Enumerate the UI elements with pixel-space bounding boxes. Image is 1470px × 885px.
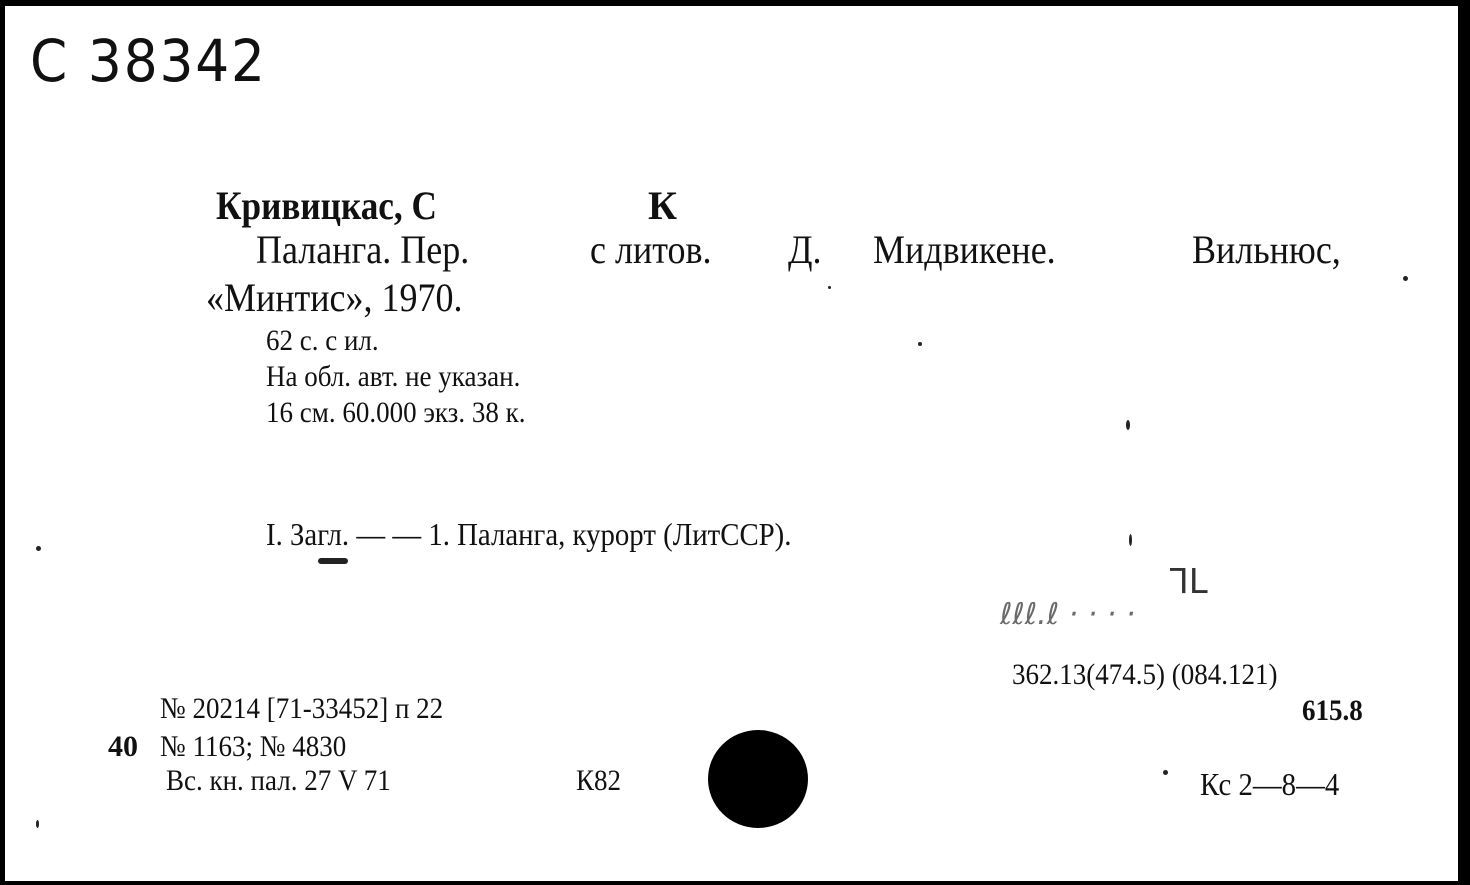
size-edition-price: 16 см. 60.000 экз. 38 к.	[266, 396, 526, 429]
dust-speck	[1163, 770, 1168, 775]
dust-speck	[1129, 534, 1132, 546]
printing-code: К82	[576, 764, 622, 797]
card-border-right	[1458, 0, 1470, 885]
author-initial: К	[648, 183, 678, 228]
publisher-year: «Минтис», 1970.	[206, 275, 463, 320]
title-line1-part1: Паланга. Пер.	[256, 227, 470, 272]
order-number-line-2: № 1163; № 4830	[160, 730, 347, 763]
accession-number: С 38342	[30, 27, 267, 95]
title-line1-part2: с литов.	[590, 227, 712, 272]
dust-speck	[1126, 420, 1130, 430]
dust-speck	[36, 546, 41, 551]
title-line1-part5: Вильнюс,	[1192, 227, 1341, 272]
pencil-mark: ᒣᒪ	[1168, 562, 1208, 602]
order-number-line: № 20214 [71-33452] п 22	[160, 692, 444, 725]
card-code: Кс 2—8—4	[1200, 766, 1340, 802]
card-border-top	[0, 0, 1470, 6]
title-line1-part4: Мидвикене.	[873, 227, 1056, 272]
dust-speck	[1403, 276, 1408, 281]
print-count: 40	[108, 730, 138, 763]
dust-speck	[828, 286, 831, 289]
printing-info-line: Вс. кн. пал. 27 V 71	[166, 764, 391, 797]
faint-stamp-marks: ℓℓℓ.ℓ · · · ·	[1000, 597, 1136, 632]
author-name: Кривицкас, С	[216, 183, 437, 228]
dust-speck	[36, 820, 39, 828]
pages-description: 62 с. с ил.	[266, 324, 379, 357]
subject-headings: I. Загл. — — 1. Паланга, курорт (ЛитССР).	[266, 516, 792, 552]
ink-smudge	[318, 558, 348, 564]
title-line1-part3: Д.	[788, 227, 822, 272]
classification-main: 362.13(474.5) (084.121)	[1012, 658, 1278, 691]
cover-note: На обл. авт. не указан.	[266, 360, 521, 393]
card-border-left	[0, 0, 5, 885]
dust-speck	[918, 342, 922, 346]
card-border-bottom	[0, 881, 1470, 885]
classification-secondary: 615.8	[1302, 694, 1363, 727]
punch-hole	[708, 730, 808, 828]
